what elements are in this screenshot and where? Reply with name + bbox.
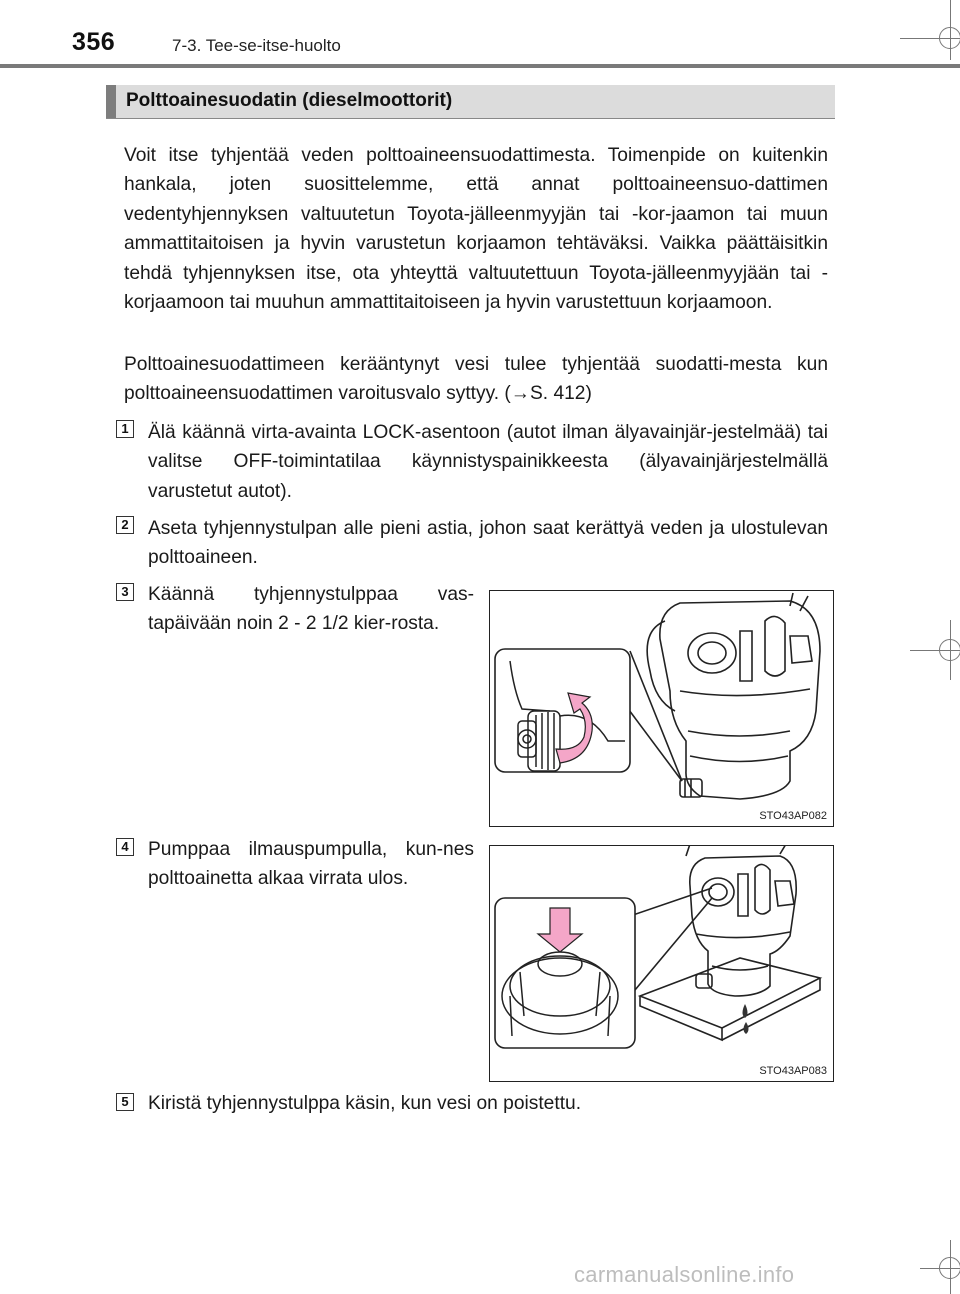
- intro-paragraph-2: Polttoainesuodattimeen kerääntynyt vesi tulee tyhjentää suodatti-mesta kun polttoaineensuodattimen varoitusvalo syttyy. (→S. 412): [124, 354, 828, 405]
- crop-mark-mid-circle: [939, 639, 960, 661]
- step-text-1: Älä käännä virta-avainta LOCK-asentoon (autot ilman älyavainjär-jestelmää) tai valitse OFF-toimintatilaa käynnistyspainikkeesta (älyavainjärjestelmällä varustetut autot).: [148, 422, 828, 502]
- step-text-5: Kiristä tyhjennystulppa käsin, kun vesi on poistettu.: [148, 1093, 582, 1114]
- chapter-title: 7-3. Tee-se-itse-huolto: [172, 36, 341, 55]
- step-number-4: 4: [116, 838, 134, 856]
- figure-code-2: STO43AP083: [759, 1065, 827, 1077]
- section-accent: [106, 85, 116, 119]
- step-text-4: Pumppaa ilmauspumpulla, kun-nes polttoainetta alkaa virrata ulos.: [148, 839, 474, 890]
- watermark: carmanualsonline.info: [574, 1262, 795, 1287]
- step-number-3: 3: [116, 583, 134, 601]
- header-rule: [0, 64, 960, 68]
- section-heading: [106, 85, 835, 119]
- section-title: Polttoainesuodatin (dieselmoottorit): [126, 90, 453, 111]
- figure-priming-pump: [489, 845, 834, 1082]
- crop-mark-bottom-circle: [939, 1257, 960, 1279]
- step-number-5: 5: [116, 1093, 134, 1111]
- step-number-2: 2: [116, 516, 134, 534]
- step-text-3: Käännä tyhjennystulppaa vas-tapäivään noin 2 - 2 1/2 kier-rosta.: [148, 584, 474, 635]
- figure-code-1: STO43AP082: [759, 810, 827, 822]
- page-number: 356: [72, 28, 116, 56]
- fuel-filter-illustration-1: [490, 591, 833, 826]
- fuel-filter-illustration-2: [490, 846, 833, 1081]
- section-rule: [106, 118, 835, 119]
- crop-mark-top-circle: [939, 27, 960, 49]
- fuel-drip-2: [744, 1022, 749, 1034]
- intro-paragraph-1: Voit itse tyhjentää veden polttoaineensuodattimesta. Toimenpide on kuitenkin hankala, joten suosittelemme, että annat polttoaineensuo-dattimen vedentyhjennyksen valtuutetun Toyota-jälleenmyyjän tai -kor-jaamon tai muun ammattitaitoisen ja hyvin varustetun korjaamon tehtäväksi. Vaikka päättäisitkin tehdä tyhjennyksen itse, ota yhteyttä valtuutettuun Toyota-jälleenmyyjään tai -korjaamoon tai muuhun ammattitaitoiseen ja hyvin varustettuun korjaamoon.: [124, 145, 828, 314]
- step-text-2: Aseta tyhjennystulpan alle pieni astia, johon saat kerättyä veden ja ulostulevan polttoaineen.: [148, 518, 828, 569]
- figure-drain-plug: [489, 590, 834, 827]
- step-number-1: 1: [116, 420, 134, 438]
